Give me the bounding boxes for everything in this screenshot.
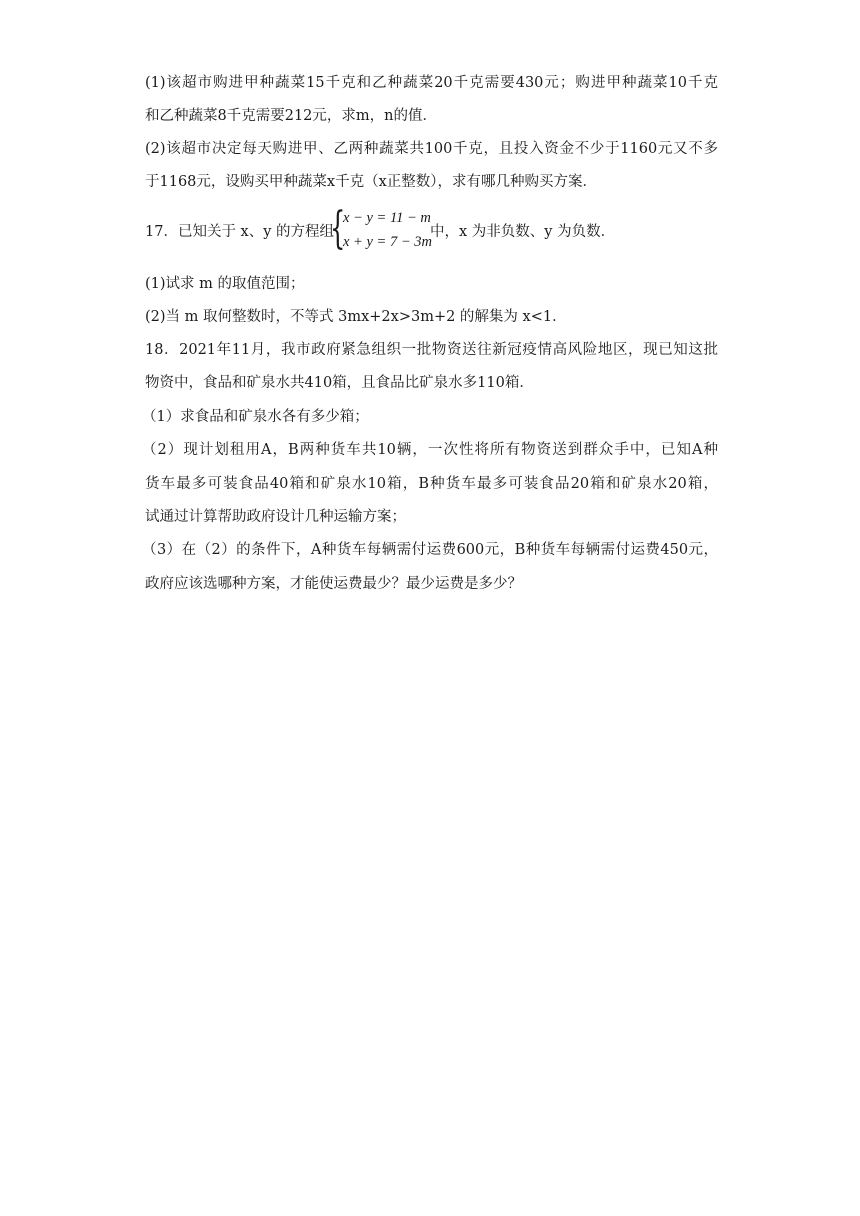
q16-part1-line1: (1)该超市购进甲种蔬菜15千克和乙种蔬菜20千克需要430元；购进甲种蔬菜10千克 (145, 75, 718, 91)
q17-stem-before: 17．已知关于 x、y 的方程组 (145, 224, 335, 240)
equation-1: x − y = 11 − m (343, 210, 431, 226)
q17-part1: (1)试求 m 的取值范围； (145, 276, 305, 292)
q18-part2-line2: 货车最多可装食品40箱和矿泉水10箱，B种货车最多可装食品20箱和矿泉水20箱， (145, 476, 718, 492)
q18-part3-line2: 政府应该选哪种方案，才能使运费最少？最少运费是多少？ (145, 576, 522, 592)
q18-part2-line3: 试通过计算帮助政府设计几种运输方案； (145, 509, 406, 525)
q17-stem-after: 中，x 为非负数、y 为负数． (430, 224, 616, 240)
equation-system (330, 203, 432, 255)
q18-stem-line1: 18．2021年11月，我市政府紧急组织一批物资送往新冠疫情高风险地区，现已知这批 (145, 342, 718, 358)
q16-part1-line2: 和乙种蔬菜8千克需要212元，求m，n的值． (145, 108, 437, 124)
q16-part2-line1: (2)该超市决定每天购进甲、乙两种蔬菜共100千克，且投入资金不少于1160元又不多 (145, 141, 718, 157)
equation-2: x + y = 7 − 3m (343, 234, 432, 250)
q18-stem-line2: 物资中，食品和矿泉水共410箱，且食品比矿泉水多110箱． (145, 375, 534, 391)
q18-part2-line1: （2）现计划租用A，B两种货车共10辆，一次性将所有物资送到群众手中，已知A种 (142, 442, 718, 458)
q16-part2-line2: 于1168元，设购买甲种蔬菜x千克（x正整数），求有哪几种购买方案． (145, 174, 598, 190)
q18-part1: （1）求食品和矿泉水各有多少箱； (142, 409, 369, 425)
q18-part3-line1: （3）在（2）的条件下，A种货车每辆需付运费600元，B种货车每辆需付运费450元， (142, 542, 718, 558)
q17-part2: (2)当 m 取何整数时，不等式 3mx+2x>3m+2 的解集为 x<1． (145, 309, 567, 325)
left-brace: { (330, 203, 346, 254)
